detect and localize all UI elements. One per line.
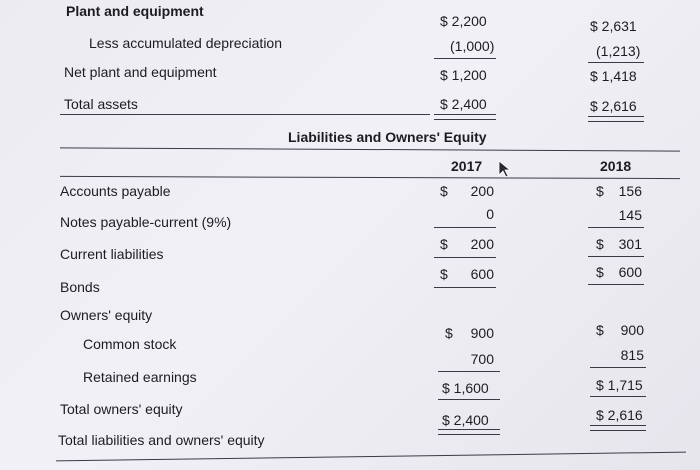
- ap-2017-dollar: $: [440, 183, 448, 199]
- ap-2017: 200: [470, 183, 494, 199]
- np-2018: 145: [618, 207, 642, 223]
- toe-2018-underline: [590, 396, 646, 397]
- bonds-2018-underline: [588, 284, 644, 285]
- notes-payable-label: Notes payable-current (9%): [60, 214, 232, 230]
- years-rule: [60, 176, 680, 179]
- accounts-payable-label: Accounts payable: [60, 183, 171, 199]
- tloe-2018: $ 2,616: [596, 407, 643, 423]
- tloe-2018-double-underline: [590, 425, 646, 431]
- retained-earnings-label: Retained earnings: [83, 369, 197, 385]
- cl-2017-underline: [434, 257, 496, 258]
- np-2017-underline: [434, 227, 496, 228]
- dep-2017: (1,000): [450, 38, 495, 54]
- plant-2018: $ 2,631: [590, 18, 637, 34]
- tloe-2017-double-underline: [438, 429, 500, 435]
- total-2017: $ 2,400: [440, 96, 487, 112]
- bonds-2017-dollar: $: [440, 266, 448, 282]
- cl-2018-underline: [588, 256, 644, 257]
- bonds-2018: 600: [618, 264, 642, 280]
- cs-2018-dollar: $: [596, 322, 604, 338]
- cs-2018: 900: [620, 322, 644, 338]
- mouse-pointer-icon: [498, 160, 512, 178]
- heading-rule: [60, 147, 680, 151]
- net-2017: $ 1,200: [440, 67, 487, 83]
- cl-2018: 301: [618, 236, 642, 252]
- dep-2018: (1,213): [596, 43, 641, 59]
- total-liabilities-equity-label: Total liabilities and owners' equity: [58, 432, 265, 448]
- bonds-label: Bonds: [60, 279, 100, 295]
- net-2018: $ 1,418: [590, 68, 637, 84]
- liabilities-heading: Liabilities and Owners' Equity: [288, 129, 487, 145]
- year-2018: 2018: [600, 158, 632, 174]
- bottom-rule: [56, 452, 686, 462]
- re-2018: 815: [620, 347, 644, 363]
- bonds-2017: 600: [470, 266, 494, 282]
- cs-2017-dollar: $: [445, 325, 453, 341]
- common-stock-label: Common stock: [83, 336, 177, 352]
- cl-2017-dollar: $: [440, 236, 448, 252]
- total-2018-double-underline: [588, 116, 644, 122]
- owners-equity-label: Owners' equity: [60, 307, 153, 323]
- ap-2018-dollar: $: [596, 183, 604, 199]
- toe-2017: $ 1,600: [442, 380, 489, 396]
- dep-2018-underline: [588, 62, 644, 63]
- ap-2018: 156: [618, 183, 642, 199]
- toe-2017-underline: [438, 399, 500, 400]
- plant-equipment-label: Plant and equipment: [66, 3, 204, 19]
- tloe-2017: $ 2,400: [442, 412, 489, 428]
- toe-2018: $ 1,715: [596, 377, 643, 393]
- total-assets-label: Total assets: [64, 96, 138, 112]
- bonds-2017-underline: [434, 287, 496, 288]
- re-2018-underline: [590, 367, 646, 368]
- re-2017: 700: [470, 351, 494, 367]
- cl-2017: 200: [470, 236, 494, 252]
- cs-2017: 900: [470, 325, 494, 341]
- total-2018: $ 2,616: [590, 98, 637, 114]
- total-owners-equity-label: Total owners' equity: [60, 401, 183, 417]
- re-2017-underline: [438, 371, 500, 372]
- dep-2017-underline: [434, 58, 496, 59]
- total-2017-double-underline: [434, 114, 496, 120]
- current-liabilities-label: Current liabilities: [60, 246, 164, 262]
- year-2017: 2017: [451, 158, 483, 174]
- bonds-2018-dollar: $: [596, 264, 604, 280]
- plant-2017: $ 2,200: [440, 13, 487, 29]
- np-2017: 0: [486, 206, 494, 222]
- assets-rule: [60, 114, 430, 115]
- np-2018-underline: [588, 227, 644, 228]
- less-depreciation-label: Less accumulated depreciation: [89, 35, 283, 51]
- net-plant-label: Net plant and equipment: [64, 64, 217, 80]
- cl-2018-dollar: $: [596, 236, 604, 252]
